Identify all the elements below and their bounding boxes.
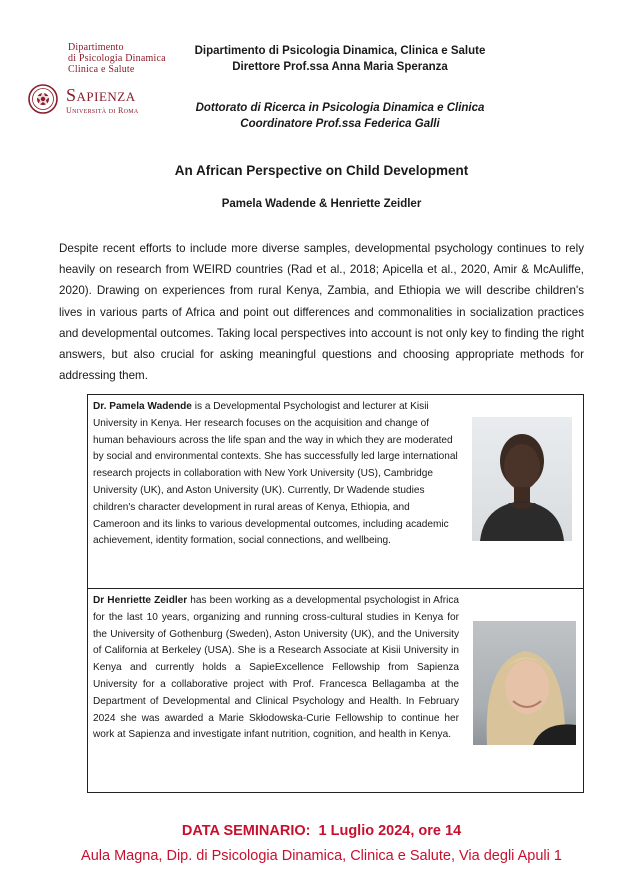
seminar-abstract: Despite recent efforts to include more diverse samples, developmental psychology continues to rely heavily on research from WEIRD countries (Rad et al., 2018; Apicella et al., 2020, Amir & McAuliffe, 2020). Drawing on experiences from rural Kenya, Zambia, and Ethiopia we will describe children's lives in various parts of Africa and point out differences and commonalities in socialization practices and developmental outcomes. Taking local perspectives into account is not only key to finding the right answers, but also crucial for asking meaningful questions and choosing appropriate methods for addressing them. — [59, 242, 584, 383]
bio-box-wadende — [87, 394, 584, 589]
bio-text — [93, 399, 458, 550]
portrait-illustration — [472, 417, 572, 541]
bio-box-zeidler — [87, 589, 584, 793]
bio-name: Dr. Pamela Wadende — [93, 401, 192, 412]
bio-body: is a Developmental Psychologist and lecturer at Kisii University in Kenya. Her research focuses on the acquisition and change of human behaviours across the life span and the way in which they are moderated by social and environmental contexts. She has successfully led large international research projects in collaboration with New York University (US), Cambridge University (UK), and Aston University (UK). Currently, Dr Wadende studies children's character development in rural areas of Kenya, Ethiopia, and Cameroon and its links to various developmental outcomes, including academic achievement, identity formation, social connections, and wellbeing. — [93, 401, 458, 547]
university-subtitle: Università di Roma — [66, 106, 139, 115]
portrait-illustration — [473, 621, 576, 745]
coordinator-name: Coordinatore Prof.ssa Federica Galli — [240, 118, 440, 130]
doctorate-name: Dottorato di Ricerca in Psicologia Dinamica e Clinica — [195, 102, 485, 114]
university-name: Sapienza — [66, 85, 136, 105]
department-logo-line: Clinica e Salute — [68, 64, 135, 75]
bio-text — [93, 593, 459, 744]
seminar-title: An African Perspective on Child Development — [174, 163, 469, 178]
portrait-photo-wadende — [472, 417, 572, 541]
sapienza-seal-icon — [28, 84, 58, 114]
bio-name: Dr Henriette Zeidler — [93, 595, 188, 606]
seminar-date: DATA SEMINARIO: 1 Luglio 2024, ore 14 — [181, 823, 462, 839]
portrait-photo-zeidler — [473, 621, 576, 745]
seminar-authors: Pamela Wadende & Henriette Zeidler — [221, 198, 422, 210]
department-logo-line: di Psicologia Dinamica — [68, 53, 166, 64]
bio-body: has been working as a developmental psychologist in Africa for the last 10 years, organizing and running cross-cultural studies in Kenya for the University of Gothenburg (Sweden), Aston University (UK), and the University of California at Berkeley (USA). She is a Research Associate at Kisii University in Kenya and currently holds a SapieExcellence Fellowship from Sapienza University for a collaborative project with Prof. Francesca Bellagamba at the Department of Developmental and Clinical Psychology and Health. In February 2024 she was awarded a Marie Skłodowska-Curie Fellowship to continue her work at Sapienza and investigate infant nutrition, cognition, and health in Kenya. — [93, 595, 459, 741]
department-name: Dipartimento di Psicologia Dinamica, Clinica e Salute — [194, 45, 486, 57]
director-name: Direttore Prof.ssa Anna Maria Speranza — [232, 61, 448, 73]
seminar-venue: Aula Magna, Dip. di Psicologia Dinamica, Clinica e Salute, Via degli Apuli 1 — [81, 848, 562, 864]
department-logo — [68, 42, 166, 75]
department-logo-line: Dipartimento — [68, 42, 124, 53]
